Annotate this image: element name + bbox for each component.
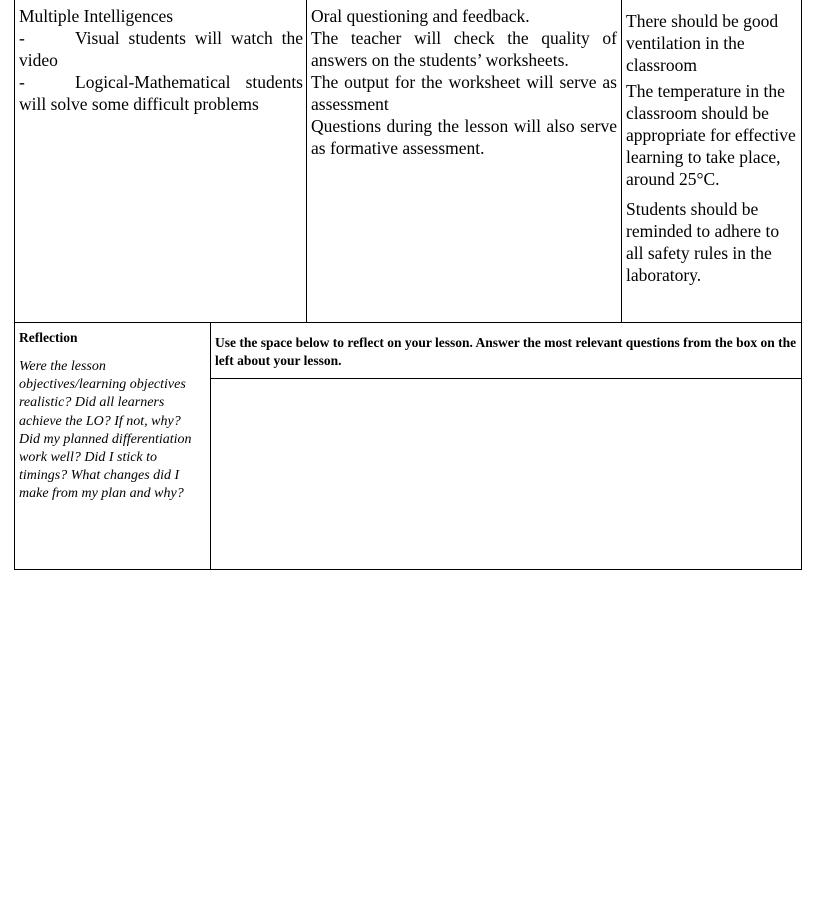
- reflection-instruction: [215, 334, 797, 370]
- health-safety-cell: [626, 10, 800, 286]
- assessment-line-2: The teacher will check the quality of answers on the students’ worksheets.: [311, 28, 617, 70]
- safety-temperature: The temperature in the classroom should be appropriate for effective learning to take place, around 25°C.: [626, 81, 796, 189]
- differentiation-item-logical-rest: students will solve some difficult problems: [19, 72, 303, 114]
- column-divider-2: [621, 0, 622, 323]
- assessment-line-4: Questions during the lesson will also serve as formative assessment.: [311, 116, 617, 158]
- reflection-response-area[interactable]: [211, 379, 801, 569]
- differentiation-item-logical: [19, 71, 303, 115]
- assessment-line-1: Oral questioning and feedback.: [311, 6, 530, 26]
- bullet-dash: -: [19, 72, 25, 92]
- differentiation-item-logical-lead: Logical-Mathematical: [75, 72, 231, 92]
- reflection-prompt-cell: [19, 329, 205, 504]
- safety-rules: Students should be reminded to adhere to all safety rules in the laboratory.: [626, 199, 780, 285]
- assessment-cell: [311, 5, 617, 159]
- differentiation-item-visual-rest: video: [19, 50, 58, 70]
- differentiation-heading: Multiple Intelligences: [19, 6, 174, 26]
- column-divider-1: [306, 0, 307, 323]
- bullet-dash: -: [19, 28, 25, 48]
- reflection-title: Reflection: [19, 330, 78, 345]
- reflection-questions: Were the lesson objectives/learning objectives realistic? Did all learners achieve the LO? If not, why? Did my planned differentiation work well? Did I stick to timings? What changes did I make from my plan and why?: [19, 359, 192, 502]
- safety-ventilation: There should be good ventilation in the classroom: [626, 11, 779, 75]
- assessment-line-3: The output for the worksheet will serve as assessment: [311, 72, 617, 114]
- differentiation-item-visual-lead: Visual students will watch the: [75, 28, 303, 48]
- reflection-instruction-text: Use the space below to reflect on your lesson. Answer the most relevant questions from the box on the left about your lesson.: [215, 335, 797, 368]
- differentiation-item-visual: [19, 27, 303, 71]
- differentiation-cell: [19, 5, 303, 115]
